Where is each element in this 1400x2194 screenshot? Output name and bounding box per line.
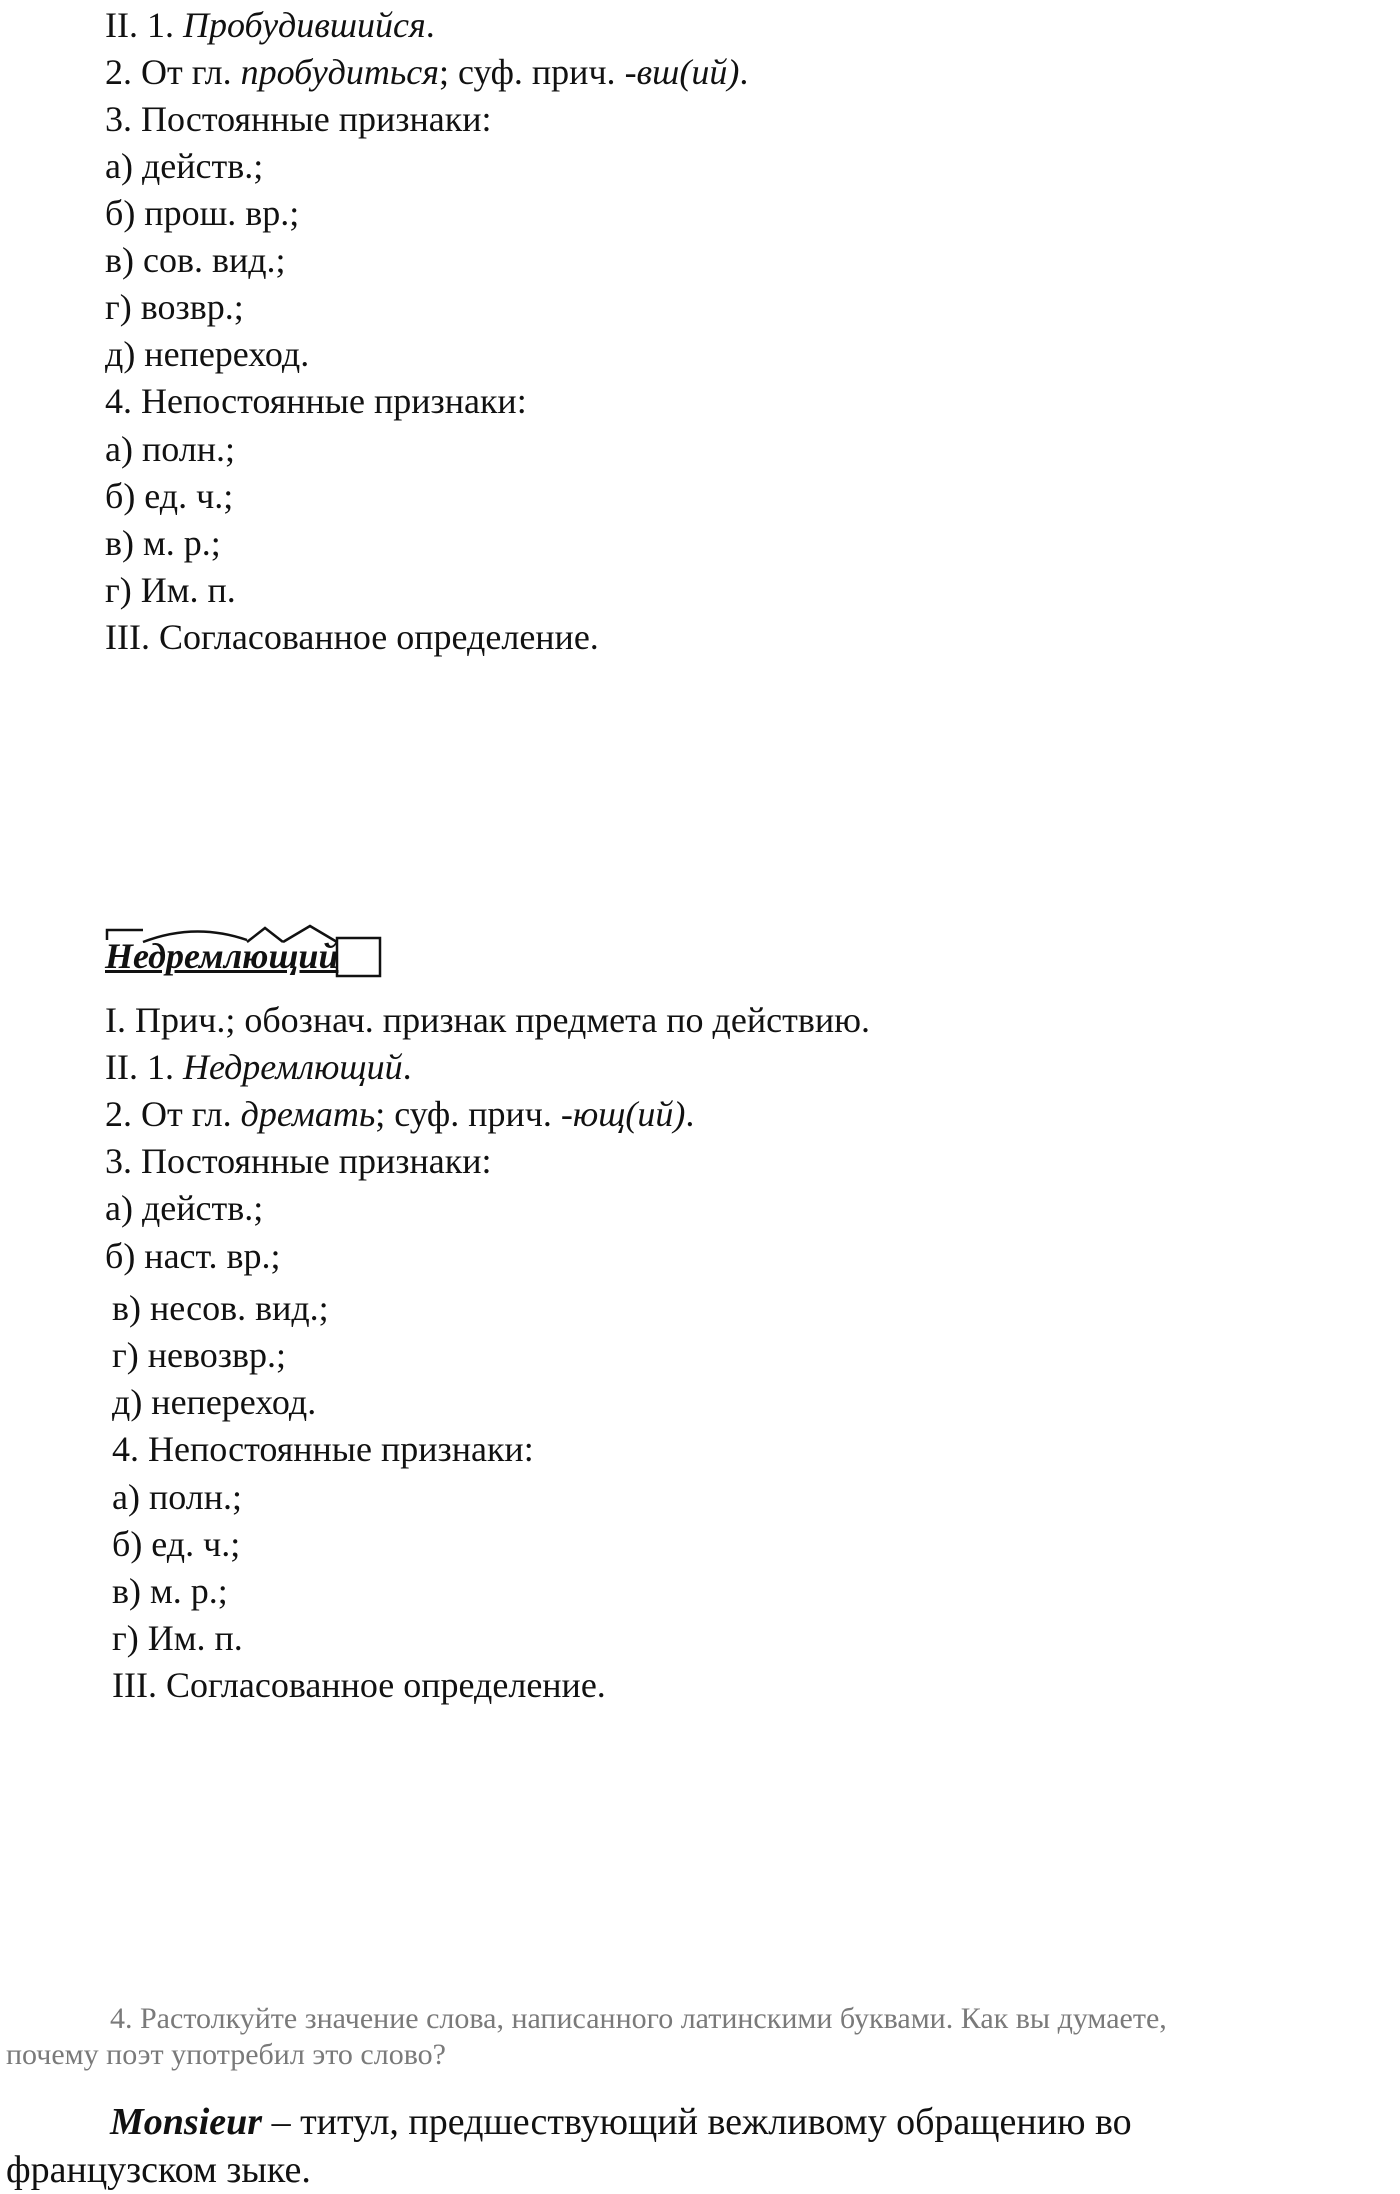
part2-const-d: г) невозвр.; <box>112 1335 286 1375</box>
part1-const-title: 3. Постоянные признаки: <box>105 99 492 139</box>
part2-const-c: в) несов. вид.; <box>112 1288 329 1328</box>
part2-var-title: 4. Непостоянные признаки: <box>112 1429 534 1469</box>
part2-const-b: б) наст. вр.; <box>105 1236 281 1276</box>
part1-ii-line: II. 1. Пробудившийся. <box>105 5 435 45</box>
answer-line-1-rest: – титул, предшествующий вежливому обращению во <box>262 2101 1132 2143</box>
answer-line-1 <box>0 2098 1400 2146</box>
answer-line-2: французском зыке. <box>6 2149 311 2191</box>
ending-box <box>337 938 380 976</box>
part2-i-line: I. Прич.; обознач. признак предмета по действию. <box>105 1000 870 1040</box>
part2-var-b: б) ед. ч.; <box>112 1524 241 1564</box>
part1-role: III. Согласованное определение. <box>105 617 599 657</box>
analyzed-word: Недремлющий <box>105 936 339 976</box>
answer-paragraph <box>0 2098 1400 2194</box>
part1-var-c: в) м. р.; <box>105 523 221 563</box>
task-line-2: почему поэт употребил это слово? <box>6 2038 446 2071</box>
part2-var-c: в) м. р.; <box>112 1571 228 1611</box>
part2-const-a: а) действ.; <box>105 1188 264 1228</box>
part1-const-e: д) непереход. <box>105 334 310 374</box>
part1-const-b: б) прош. вр.; <box>105 193 300 233</box>
part2-origin-line: 2. От гл. дремать; суф. прич. -ющ(ий). <box>105 1094 695 1134</box>
part2-ii-line: II. 1. Недремлющий. <box>105 1047 412 1087</box>
word-morpheme-analysis <box>105 920 385 980</box>
part1-origin-line: 2. От гл. пробудиться; суф. прич. -вш(ий). <box>105 52 749 92</box>
part2-var-d: г) Им. п. <box>112 1618 243 1658</box>
part2-var-a: а) полн.; <box>112 1477 242 1517</box>
part1-const-d: г) возвр.; <box>105 287 244 327</box>
part2-const-e: д) непереход. <box>112 1382 317 1422</box>
task-question <box>0 2001 1400 2073</box>
part1-const-c: в) сов. вид.; <box>105 240 286 280</box>
task-line-1: 4. Растолкуйте значение слова, написанного латинскими буквами. Как вы думаете, <box>110 2002 1167 2035</box>
part1-var-title: 4. Непостоянные признаки: <box>105 381 527 421</box>
part1-var-d: г) Им. п. <box>105 570 236 610</box>
answer-term: Monsieur <box>110 2101 263 2143</box>
part1-var-b: б) ед. ч.; <box>105 476 234 516</box>
part1-var-a: а) полн.; <box>105 429 235 469</box>
part1-const-a: а) действ.; <box>105 146 264 186</box>
part2-role: III. Согласованное определение. <box>112 1665 606 1705</box>
part2-const-title: 3. Постоянные признаки: <box>105 1141 492 1181</box>
